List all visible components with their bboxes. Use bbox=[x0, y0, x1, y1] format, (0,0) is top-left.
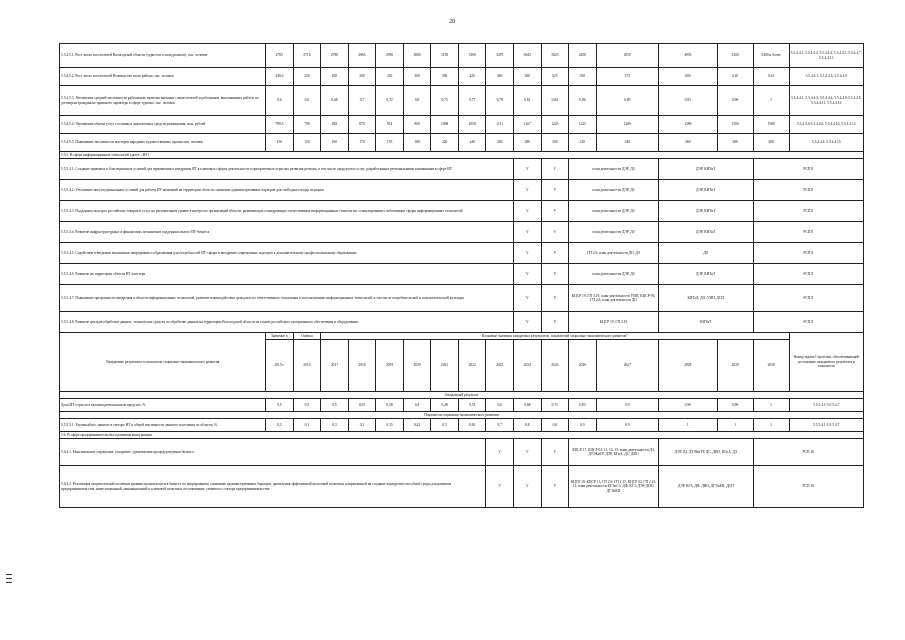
value-header: Значение в bbox=[266, 333, 294, 340]
value-cell: 0,68 bbox=[321, 86, 349, 116]
executor-cell: ДЭР, КИТиТ bbox=[658, 180, 753, 201]
result-row bbox=[60, 399, 864, 412]
value-cell: 280 bbox=[514, 134, 542, 152]
value-cell: 170 bbox=[348, 134, 376, 152]
value-cell: 180 bbox=[403, 134, 431, 152]
value-cell: 0,9 bbox=[569, 419, 597, 432]
value-cell: 3000 bbox=[403, 44, 431, 68]
period-mark: V bbox=[541, 201, 569, 222]
indicator-row bbox=[60, 44, 864, 68]
task-ref-cell: РСП 8 bbox=[753, 264, 863, 285]
executor-cell: ДЭР, КИТиТ bbox=[658, 222, 753, 243]
period-mark: V bbox=[514, 222, 542, 243]
value-cell: 240 bbox=[458, 134, 486, 152]
document-cell: ГП 2.6, план деятельности ДО, ДЗ bbox=[569, 243, 659, 264]
value-cell: 550 bbox=[569, 68, 597, 86]
task-section bbox=[60, 152, 864, 333]
value-cell: 914 bbox=[376, 116, 404, 134]
value-cell: 0,5 bbox=[321, 399, 349, 412]
value-cell: 249,6 bbox=[266, 68, 294, 86]
period-mark: V bbox=[514, 439, 542, 466]
value-cell: 0,3 bbox=[321, 419, 349, 432]
year-header: 2024 bbox=[514, 340, 542, 392]
value-cell: 0,6 bbox=[266, 86, 294, 116]
value-cell: 2780 bbox=[321, 44, 349, 68]
task-ref-cell: 5.5.5.4.1-5.5.5.4.7 bbox=[789, 399, 863, 412]
task-row bbox=[60, 439, 864, 466]
value-cell: 575 bbox=[596, 68, 658, 86]
row-label: 5.5.4.5.3. Увеличение средней численности работников, включая внешних совместителей и работников, выполнявших работы по договорам гражданско-правового характера в сфере туризма, тыс. человек bbox=[60, 86, 266, 116]
year-header: 2029 bbox=[717, 340, 753, 392]
year-header: 2016 bbox=[293, 340, 321, 392]
value-cell: 0,53 bbox=[458, 399, 486, 412]
period-mark: V bbox=[541, 180, 569, 201]
document-cell: план деятельности ДЭР, ДЗ bbox=[569, 201, 659, 222]
value-cell: 0,98 bbox=[717, 399, 753, 412]
task-row bbox=[60, 466, 864, 508]
value-cell: 0,86 bbox=[569, 86, 597, 116]
task-row bbox=[60, 243, 864, 264]
value-cell: 4550 bbox=[596, 44, 658, 68]
value-cell: 1 bbox=[753, 399, 789, 412]
period-mark: V bbox=[541, 159, 569, 180]
year-header: 2017 bbox=[321, 340, 349, 392]
value-cell: 0,58 bbox=[376, 399, 404, 412]
value-cell: 0,98 bbox=[717, 86, 753, 116]
value-cell: 0,65 bbox=[458, 419, 486, 432]
value-cell: 600 bbox=[658, 68, 717, 86]
executor-cell: ДЭР, КИТиТ bbox=[658, 264, 753, 285]
task-col-header: Номер задачи Стратегии, обеспечивающей достижение ожидаемого результата и показателя bbox=[789, 333, 863, 392]
value-cell: 0,3 bbox=[293, 419, 321, 432]
period-mark: V bbox=[514, 201, 542, 222]
executor-cell: ДЭР, КИТиТ bbox=[658, 201, 753, 222]
year-header: 2030 bbox=[753, 340, 789, 392]
year-header: 2019 bbox=[376, 340, 404, 392]
section-row bbox=[60, 152, 864, 159]
value-cell: 250 bbox=[321, 68, 349, 86]
value-cell: 1 bbox=[658, 419, 717, 432]
executor-cell: КИТиТ bbox=[658, 312, 753, 333]
value-cell: 176 bbox=[376, 134, 404, 152]
task-row bbox=[60, 264, 864, 285]
indicators-row bbox=[60, 412, 864, 419]
value-cell: 0,79 bbox=[486, 86, 514, 116]
value-cell: 0,84 bbox=[541, 86, 569, 116]
document-cell: план деятельности ДЭР, ДЗ bbox=[569, 159, 659, 180]
year-header: 2023 bbox=[486, 340, 514, 392]
task-label: 5.5.5.4.4. Развитие инфраструктурных и финансовых механизмов поддержки малого ИТ-бизнеса bbox=[60, 222, 514, 243]
value-cell: 1167 bbox=[514, 116, 542, 134]
executor-cell: ДЭР, КИТиТ bbox=[658, 159, 753, 180]
value-cell: 960 bbox=[403, 116, 431, 134]
value-cell: 0,93 bbox=[658, 86, 717, 116]
value-cell: 1 bbox=[753, 86, 789, 116]
strategy-table bbox=[59, 43, 864, 508]
task-row bbox=[60, 222, 864, 243]
period-mark: V bbox=[514, 285, 542, 312]
task-label: 5.5.5.4.5. Содействие в введении механизмов непрерывного образования для потребностей ИТ-сферы и внедрение современных подходов к дополнительному профессиональному образованию bbox=[60, 243, 514, 264]
value-cell: 4950 bbox=[658, 44, 717, 68]
value-cell: 220 bbox=[431, 134, 459, 152]
period-mark: V bbox=[541, 285, 569, 312]
year-header: 2022 bbox=[458, 340, 486, 392]
task-ref-cell: РСП 16 bbox=[753, 439, 863, 466]
task-ref-cell: 5.5.4.4.1, 5.5.4.4.6, 5.5.4.4.9 bbox=[789, 68, 863, 86]
value-cell: 610 bbox=[717, 68, 753, 86]
document-cell: план деятельности ДЭР, ДЗ bbox=[569, 264, 659, 285]
value-cell: 1580 bbox=[753, 116, 789, 134]
value-cell: 0,6 bbox=[486, 399, 514, 412]
executor-cell: ДО bbox=[658, 243, 753, 264]
task-row bbox=[60, 159, 864, 180]
task-label: 5.5.5.4.3. Поддержка экспорта российских товаров и услуг на региональном уровне в интересах организаций области, развивающих и внедряющих отечественные информационные технологии, стимулирование глобализации сферы информационных технологий bbox=[60, 201, 514, 222]
value-cell: 0,3 bbox=[266, 419, 294, 432]
value-cell: 0,8 bbox=[403, 86, 431, 116]
value-cell: 3645 bbox=[514, 44, 542, 68]
value-cell: 360 bbox=[658, 134, 717, 152]
period-mark: V bbox=[541, 312, 569, 333]
results-header: Ожидаемые результаты и показатели социально-экономического развития bbox=[60, 333, 266, 392]
year-header: 2028 bbox=[658, 340, 717, 392]
margin-mark bbox=[6, 574, 12, 575]
indicator-row bbox=[60, 68, 864, 86]
value-cell: 0,9 bbox=[596, 419, 658, 432]
task-ref-cell: 5.5.4.4.4, 5.5.4.4.15 bbox=[789, 134, 863, 152]
executor-cell: ДЭР, ДЗ, ДТЭКиТР, ДС, ДИО, КГиА, ДЗ bbox=[658, 439, 753, 466]
value-cell: 260 bbox=[486, 134, 514, 152]
value-cell: 150 bbox=[293, 134, 321, 152]
value-cell: 360 bbox=[403, 68, 431, 86]
top-section bbox=[60, 44, 864, 152]
value-cell: 460 bbox=[486, 68, 514, 86]
value-cell: 0,96 bbox=[658, 399, 717, 412]
period-mark: V bbox=[514, 466, 542, 508]
period-mark: V bbox=[514, 243, 542, 264]
value-cell: 0,89 bbox=[596, 86, 658, 116]
year-header: 2021 bbox=[431, 340, 459, 392]
value-cell: 150 bbox=[266, 134, 294, 152]
task-row bbox=[60, 312, 864, 333]
period-mark: V bbox=[486, 439, 514, 466]
value-cell: 1058 bbox=[458, 116, 486, 134]
value-cell: 3300 bbox=[458, 44, 486, 68]
task-ref-cell: 5.5.4.4.1, 5.5.4.4.2, 5.5.4.4.4, 5.5.4.4.5, 5.5.4.4.7, 5.5.4.4.13 bbox=[789, 44, 863, 68]
period-mark: V bbox=[514, 180, 542, 201]
period-mark: V bbox=[541, 243, 569, 264]
value-cell: 0,3 bbox=[348, 419, 376, 432]
indicator-row bbox=[60, 116, 864, 134]
value-cell: 500 bbox=[514, 68, 542, 86]
task-ref-cell: РСП 8 bbox=[753, 285, 863, 312]
value-cell: 0,77 bbox=[458, 86, 486, 116]
value-cell: 0,68 bbox=[514, 399, 542, 412]
section-row bbox=[60, 432, 864, 439]
indicator-row bbox=[60, 86, 864, 116]
value-cell: 5400 и более bbox=[753, 44, 789, 68]
task-label: 5.5.5.4.2. Улучшение институциональных условий для работы ИТ-компаний на территории области, снижение административных барьеров для свободного входа на рынок bbox=[60, 180, 514, 201]
document-cell: план деятельности ДЭР, ДЗ bbox=[569, 180, 659, 201]
indicator-row bbox=[60, 134, 864, 152]
value-cell: 3470 bbox=[486, 44, 514, 68]
task-ref-cell: 5.5.4.4.1, 5.5.4.4.3, 5.5.4.4.4, 5.5.4.4.6-5.5.4.4.8, 5.5.4.4.11, 5.5.4.4.16 bbox=[789, 86, 863, 116]
period-mark: V bbox=[541, 264, 569, 285]
value-cell: 0,4 bbox=[403, 399, 431, 412]
document-cell: план деятельности ДЭР, ДЗ bbox=[569, 222, 659, 243]
value-cell: 0,5 bbox=[431, 419, 459, 432]
task-row bbox=[60, 180, 864, 201]
year-header: 2015 г. bbox=[266, 340, 294, 392]
executor-cell: ДЭР, КГЗ, ДФ, ДИО, ДГУиКП, ДСП bbox=[658, 466, 753, 508]
margin-mark bbox=[6, 578, 12, 579]
document-cell: КЦСР 19, ГП 3.19 bbox=[569, 312, 659, 333]
executor-cell: КИТиТ, ДО, УИП, ДСП bbox=[658, 285, 753, 312]
value-cell: 0,8 bbox=[514, 419, 542, 432]
value-cell: 0,35 bbox=[376, 419, 404, 432]
value-cell: 200 bbox=[348, 68, 376, 86]
task-row bbox=[60, 285, 864, 312]
year-header: 2020 bbox=[403, 340, 431, 392]
value-cell: 2950 bbox=[376, 44, 404, 68]
value-cell: 0,71 bbox=[541, 399, 569, 412]
task-ref-cell: 5.5.4.4.4-5.5.4.4.6, 5.5.4.4.10, 5.5.4.4.12 bbox=[789, 116, 863, 134]
value-cell: 1111 bbox=[486, 116, 514, 134]
period-mark: V bbox=[514, 264, 542, 285]
row-label: 5.5.5.5.1. Удельный вес занятых в секторе ИТ в общей численности занятого населения по области, % bbox=[60, 419, 266, 432]
value-cell: 525 bbox=[541, 68, 569, 86]
value-cell: 2705 bbox=[266, 44, 294, 68]
value-cell: 0,83 bbox=[569, 399, 597, 412]
expected-result-label: Ожидаемый результат bbox=[60, 392, 864, 399]
indicator-section bbox=[60, 333, 864, 432]
value-cell: 0,8 bbox=[541, 419, 569, 432]
row-label: 5.5.4.5.2. Рост числа посетителей Великоустюгского района, тыс. человек bbox=[60, 68, 266, 86]
value-cell: 1500 bbox=[717, 116, 753, 134]
period-mark: V bbox=[541, 466, 569, 508]
value-cell: 3150 bbox=[431, 44, 459, 68]
value-cell: 0,6 bbox=[293, 86, 321, 116]
row-label: 5.5.4.5.1. Рост числа посетителей Вологодской области (туристов и экскурсантов), тыс. человек bbox=[60, 44, 266, 68]
task-ref-cell: РСП 16 bbox=[753, 466, 863, 508]
value-cell: 0,9 bbox=[596, 399, 658, 412]
estimate-header: Оценка bbox=[293, 333, 321, 340]
task-label: 5.5.5.4.8. Развитие центров обработки данных, технических средств по обработке данных на территории Вологодской области на основе российского программного обеспечения и оборудования bbox=[60, 312, 514, 333]
year-header: 2025 bbox=[541, 340, 569, 392]
value-cell: 2865 bbox=[348, 44, 376, 68]
value-cell: 230 bbox=[376, 68, 404, 86]
document-cell: КЦСР 19, ГП 3.19, план деятельности УИП, КЦСР-93, ГП 2.6, план деятельности ДО bbox=[569, 285, 659, 312]
business-section bbox=[60, 432, 864, 508]
value-cell: 420 bbox=[458, 68, 486, 86]
margin-mark bbox=[6, 582, 12, 583]
period-mark: V bbox=[541, 222, 569, 243]
task-label: 5.6.4.1. Максимальное упрощение, ускорение, удешевление процедур ведения бизнеса bbox=[60, 439, 486, 466]
value-cell: 1225 bbox=[541, 116, 569, 134]
value-cell: 1389 bbox=[658, 116, 717, 134]
task-ref-cell: РСП 8 bbox=[753, 243, 863, 264]
row-label: 5.5.4.5.4. Увеличение объема услуг гостиниц и аналогичных средств размещения, млн. рублей bbox=[60, 116, 266, 134]
value-cell: 1225 bbox=[569, 116, 597, 134]
row-label: Доля ИТ-отрасли в валовом региональном продукте, % bbox=[60, 399, 266, 412]
value-cell: 624 bbox=[753, 68, 789, 86]
value-cell: 0,7 bbox=[486, 419, 514, 432]
indicator-row bbox=[60, 419, 864, 432]
task-ref-cell: РСП 8 bbox=[753, 159, 863, 180]
task-ref-cell: РСП 8 bbox=[753, 312, 863, 333]
document-cell: КЦСР 18, КЦСР 13, ГП 2.8, ГП 2.17, КЦСР 03, ГП 2.16, 11, план деятельности КГЭиСЗ, ДФ, КГЗ, ДЭР, ДИО, ДГУиКП bbox=[569, 466, 659, 508]
period-mark: V bbox=[514, 159, 542, 180]
value-cell: 0,7 bbox=[348, 86, 376, 116]
value-cell: 870 bbox=[348, 116, 376, 134]
value-cell: 250 bbox=[293, 68, 321, 86]
indicators-label: Показатели социально-экономического развития bbox=[60, 412, 864, 419]
value-cell: 0,55 bbox=[348, 399, 376, 412]
value-cell: 0,75 bbox=[431, 86, 459, 116]
value-cell: 0,5 bbox=[293, 399, 321, 412]
value-cell: 390 bbox=[431, 68, 459, 86]
period-mark: V bbox=[486, 466, 514, 508]
period-mark: V bbox=[541, 439, 569, 466]
value-cell: 1008 bbox=[431, 116, 459, 134]
row-label: 5.5.4.5.5. Повышение численности мастеров народных художественных промыслов, человек bbox=[60, 134, 266, 152]
section-title: 5.6. В сфере предпринимательства и развития конкуренции bbox=[60, 432, 864, 439]
task-label: 5.6.4.2. Реализация защитительной политики администрации власти в бизнесе по непрерывному снижению административных барьеров, проведения эффективной налоговой политики, направленной на создание конкурентоспособной среды для развития предпринимательства, инвестиционной, инновационной и ключевой политики, отслеживание «теневого» сектора предпринимательства bbox=[60, 466, 486, 508]
forecast-header: Плановые значения ожидаемых результатов, показателей социально-экономического развития* bbox=[321, 333, 789, 340]
year-header: 2026 bbox=[569, 340, 597, 392]
value-cell: 1 bbox=[717, 419, 753, 432]
value-cell: 320 bbox=[569, 134, 597, 152]
value-cell: 3825 bbox=[541, 44, 569, 68]
value-cell: 4250 bbox=[569, 44, 597, 68]
task-ref-cell: 5.5.5.4.1-5.5.5.4.7 bbox=[789, 419, 863, 432]
value-cell: 160 bbox=[321, 134, 349, 152]
section-title: 5.5.5. В сфере информационных технологий (далее – ИТ) bbox=[60, 152, 864, 159]
value-cell: 0,72 bbox=[376, 86, 404, 116]
header-row bbox=[60, 333, 864, 340]
value-cell: 0,81 bbox=[514, 86, 542, 116]
task-ref-cell: РСП 8 bbox=[753, 222, 863, 243]
task-ref-cell: РСП 8 bbox=[753, 180, 863, 201]
document-cell: КЦСР 17, КЦСР 04, 11, 14, 15, план деятельности ДЗ, ДТЭКиТР, ДЭР, КГиА, ДС, ДИО bbox=[569, 439, 659, 466]
value-cell: 5200 bbox=[717, 44, 753, 68]
value-cell: 340 bbox=[596, 134, 658, 152]
expected-result-row bbox=[60, 392, 864, 399]
value-cell: 380 bbox=[717, 134, 753, 152]
value-cell: 0,5 bbox=[266, 399, 294, 412]
task-row bbox=[60, 201, 864, 222]
page-number: 20 bbox=[449, 19, 455, 25]
value-cell: 790 bbox=[293, 116, 321, 134]
value-cell: 1 bbox=[753, 419, 789, 432]
value-cell: 2716 bbox=[293, 44, 321, 68]
value-cell: 829 bbox=[321, 116, 349, 134]
task-label: 5.5.5.4.1. Создание правовых и благоприятных условий для применения и внедрения ИТ в ключевых сферах деятельности и приоритетных отраслях развития региона, в том числе продуктов и услуг, разработанных региональными компаниями в сфере ИТ bbox=[60, 159, 514, 180]
value-cell: 300 bbox=[541, 134, 569, 152]
task-label: 5.5.5.4.7. Повышение прозрачности внедрения в области информационных технологий, развитие взаимодействия граждан и их ответственного отношения к использованию информационных технологий, в том числе потребительской и пользовательской культуры bbox=[60, 285, 514, 312]
task-label: 5.5.5.4.6. Развитие на территории области ИТ-кластера bbox=[60, 264, 514, 285]
value-cell: 0,42 bbox=[403, 419, 431, 432]
value-cell: 1286 bbox=[596, 116, 658, 134]
value-cell: 400 bbox=[753, 134, 789, 152]
value-cell: 0,48 bbox=[431, 399, 459, 412]
period-mark: V bbox=[514, 312, 542, 333]
task-ref-cell: РСП 8 bbox=[753, 201, 863, 222]
value-cell: 789,5 bbox=[266, 116, 294, 134]
year-header: 2018 bbox=[348, 340, 376, 392]
year-header: 2027 bbox=[596, 340, 658, 392]
